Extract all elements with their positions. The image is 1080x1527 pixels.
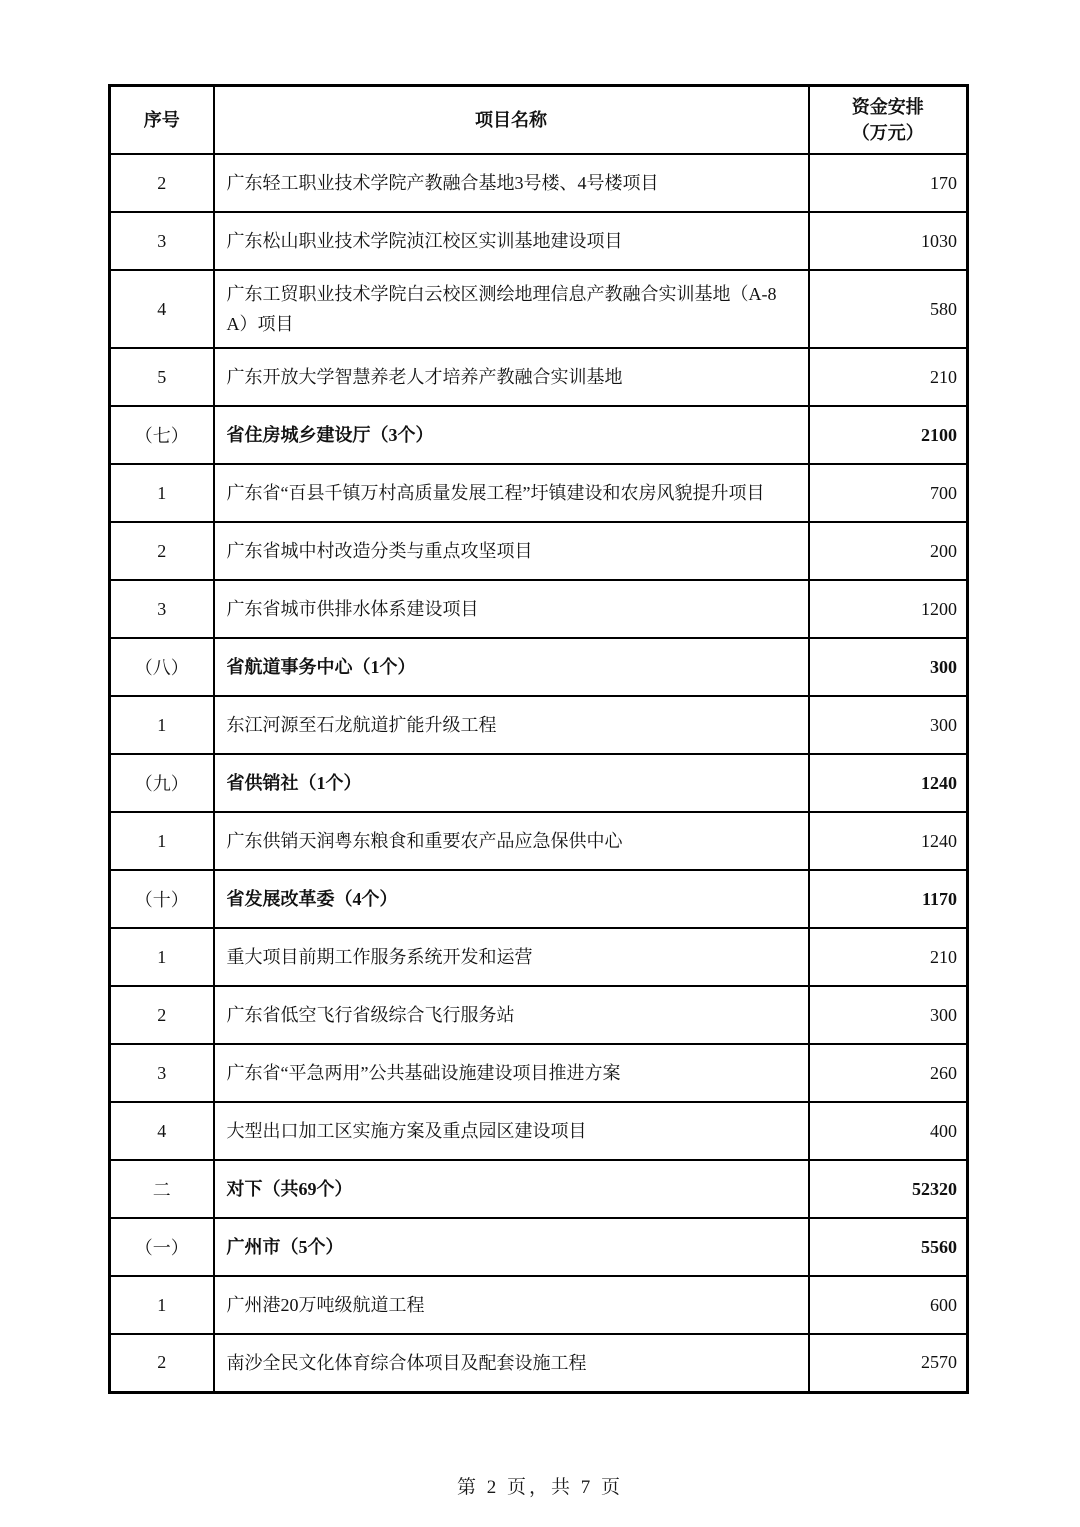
section-row bbox=[110, 754, 968, 812]
column-header-amount bbox=[809, 86, 968, 155]
row-serial: （九） bbox=[110, 754, 214, 812]
row-project-name: 广东省“平急两用”公共基础设施建设项目推进方案 bbox=[214, 1044, 809, 1102]
row-project-name: 省供销社（1个） bbox=[214, 754, 809, 812]
row-serial: 3 bbox=[110, 212, 214, 270]
row-project-name: 广东省城市供排水体系建设项目 bbox=[214, 580, 809, 638]
row-amount: 300 bbox=[809, 638, 968, 696]
section-row bbox=[110, 870, 968, 928]
budget-table bbox=[108, 84, 969, 1394]
table-row bbox=[110, 154, 968, 212]
row-amount: 300 bbox=[809, 986, 968, 1044]
row-project-name: 广州市（5个） bbox=[214, 1218, 809, 1276]
row-project-name: 大型出口加工区实施方案及重点园区建设项目 bbox=[214, 1102, 809, 1160]
row-project-name: 广东省城中村改造分类与重点攻坚项目 bbox=[214, 522, 809, 580]
table-row bbox=[110, 1276, 968, 1334]
row-project-name: 省发展改革委（4个） bbox=[214, 870, 809, 928]
table-row bbox=[110, 580, 968, 638]
row-amount: 1170 bbox=[809, 870, 968, 928]
table-row bbox=[110, 696, 968, 754]
table-row bbox=[110, 928, 968, 986]
row-amount: 1240 bbox=[809, 812, 968, 870]
row-project-name: 广州港20万吨级航道工程 bbox=[214, 1276, 809, 1334]
row-serial: （八） bbox=[110, 638, 214, 696]
table-row bbox=[110, 1044, 968, 1102]
row-serial: 5 bbox=[110, 348, 214, 406]
row-amount: 400 bbox=[809, 1102, 968, 1160]
column-header-amount-line2: （万元） bbox=[851, 123, 924, 143]
table-row bbox=[110, 986, 968, 1044]
row-project-name: 南沙全民文化体育综合体项目及配套设施工程 bbox=[214, 1334, 809, 1392]
row-amount: 700 bbox=[809, 464, 968, 522]
row-project-name: 广东省低空飞行省级综合飞行服务站 bbox=[214, 986, 809, 1044]
row-amount: 2100 bbox=[809, 406, 968, 464]
table-row bbox=[110, 1334, 968, 1392]
page-number: 第 2 页，共 7 页 bbox=[456, 1477, 623, 1498]
column-header-serial: 序号 bbox=[110, 86, 214, 155]
row-serial: 2 bbox=[110, 154, 214, 212]
row-serial: 2 bbox=[110, 1334, 214, 1392]
row-amount: 200 bbox=[809, 522, 968, 580]
row-project-name: 省航道事务中心（1个） bbox=[214, 638, 809, 696]
row-project-name: 重大项目前期工作服务系统开发和运营 bbox=[214, 928, 809, 986]
row-project-name: 广东松山职业技术学院浈江校区实训基地建设项目 bbox=[214, 212, 809, 270]
row-serial: 3 bbox=[110, 1044, 214, 1102]
row-project-name: 广东供销天润粤东粮食和重要农产品应急保供中心 bbox=[214, 812, 809, 870]
row-amount: 260 bbox=[809, 1044, 968, 1102]
table-row bbox=[110, 348, 968, 406]
row-amount: 52320 bbox=[809, 1160, 968, 1218]
table-row bbox=[110, 464, 968, 522]
row-amount: 600 bbox=[809, 1276, 968, 1334]
row-project-name: 东江河源至石龙航道扩能升级工程 bbox=[214, 696, 809, 754]
table-row bbox=[110, 522, 968, 580]
row-amount: 2570 bbox=[809, 1334, 968, 1392]
header-row bbox=[110, 86, 968, 155]
row-serial: 1 bbox=[110, 1276, 214, 1334]
row-serial: （一） bbox=[110, 1218, 214, 1276]
row-project-name: 对下（共69个） bbox=[214, 1160, 809, 1218]
row-serial: 4 bbox=[110, 270, 214, 348]
row-project-name: 广东开放大学智慧养老人才培养产教融合实训基地 bbox=[214, 348, 809, 406]
row-amount: 5560 bbox=[809, 1218, 968, 1276]
section-row bbox=[110, 638, 968, 696]
row-amount: 210 bbox=[809, 348, 968, 406]
row-amount: 300 bbox=[809, 696, 968, 754]
row-amount: 1030 bbox=[809, 212, 968, 270]
row-serial: 2 bbox=[110, 522, 214, 580]
table-body bbox=[110, 154, 968, 1392]
row-serial: （七） bbox=[110, 406, 214, 464]
row-project-name: 广东轻工职业技术学院产教融合基地3号楼、4号楼项目 bbox=[214, 154, 809, 212]
row-amount: 580 bbox=[809, 270, 968, 348]
row-amount: 1200 bbox=[809, 580, 968, 638]
row-project-name: 广东省“百县千镇万村高质量发展工程”圩镇建设和农房风貌提升项目 bbox=[214, 464, 809, 522]
row-amount: 1240 bbox=[809, 754, 968, 812]
row-serial: 1 bbox=[110, 928, 214, 986]
row-serial: 二 bbox=[110, 1160, 214, 1218]
section-row bbox=[110, 1160, 968, 1218]
row-project-name: 广东工贸职业技术学院白云校区测绘地理信息产教融合实训基地（A-8A）项目 bbox=[214, 270, 809, 348]
row-serial: 3 bbox=[110, 580, 214, 638]
row-amount: 210 bbox=[809, 928, 968, 986]
row-serial: （十） bbox=[110, 870, 214, 928]
row-amount: 170 bbox=[809, 154, 968, 212]
row-serial: 1 bbox=[110, 696, 214, 754]
column-header-amount-line1: 资金安排 bbox=[851, 96, 924, 117]
table-row bbox=[110, 1102, 968, 1160]
table-row bbox=[110, 212, 968, 270]
row-serial: 2 bbox=[110, 986, 214, 1044]
table-row bbox=[110, 270, 968, 348]
column-header-project-name: 项目名称 bbox=[214, 86, 809, 155]
section-row bbox=[110, 1218, 968, 1276]
row-serial: 1 bbox=[110, 812, 214, 870]
row-serial: 4 bbox=[110, 1102, 214, 1160]
row-serial: 1 bbox=[110, 464, 214, 522]
row-project-name: 省住房城乡建设厅（3个） bbox=[214, 406, 809, 464]
section-row bbox=[110, 406, 968, 464]
table-row bbox=[110, 812, 968, 870]
